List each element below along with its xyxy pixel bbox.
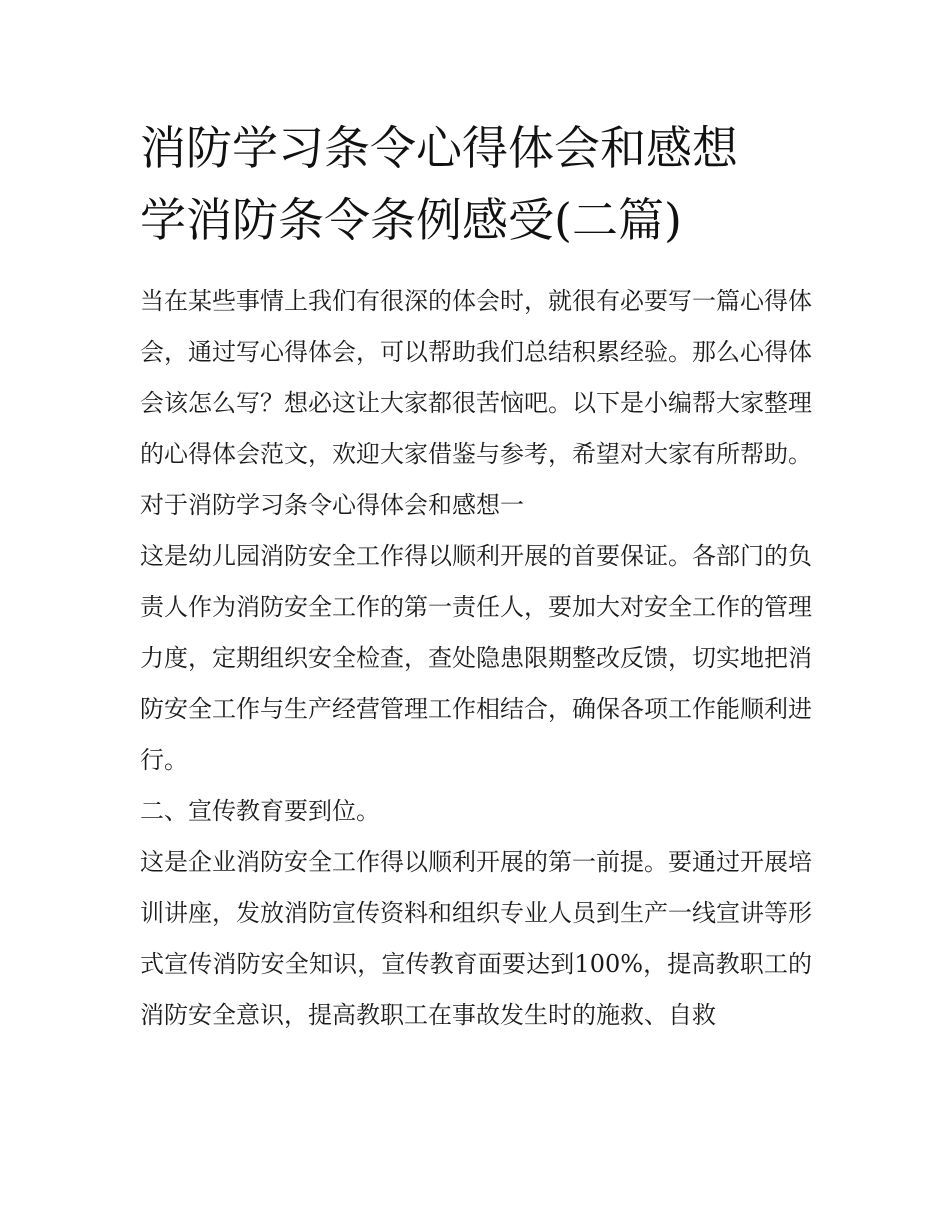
section-1-heading: 对于消防学习条令心得体会和感想一 bbox=[140, 491, 524, 519]
document-title-line-1: 消防学习条令心得体会和感想 bbox=[140, 121, 738, 175]
section-2-paragraph: 这是企业消防安全工作得以顺利开展的第一前提。要通过开展培训讲座，发放消防宣传资料和组织专业人员到生产一线宣讲等形式宣传消防安全知识，宣传教育面要达到100%，提高教职工的消防安全意识，提高教职工在事故发生时的施救、自救 bbox=[140, 848, 812, 1029]
section-2-heading: 二、宣传教育要到位。 bbox=[140, 797, 380, 825]
document-title-line-2: 学消防条令条例感受(二篇) bbox=[140, 193, 682, 247]
section-1-paragraph: 这是幼儿园消防安全工作得以顺利开展的首要保证。各部门的负责人作为消防安全工作的第一责任人，要加大对安全工作的管理力度，定期组织安全检查，查处隐患限期整改反馈，切实地把消防安全工作与生产经营管理工作相结合，确保各项工作能顺利进行。 bbox=[140, 542, 812, 774]
intro-paragraph: 当在某些事情上我们有很深的体会时，就很有必要写一篇心得体会，通过写心得体会，可以帮助我们总结积累经验。那么心得体会该怎么写？想必这让大家都很苦恼吧。以下是小编帮大家整理的心得体会范文，欢迎大家借鉴与参考，希望对大家有所帮助。 bbox=[140, 287, 812, 468]
document-body bbox=[140, 276, 812, 1041]
